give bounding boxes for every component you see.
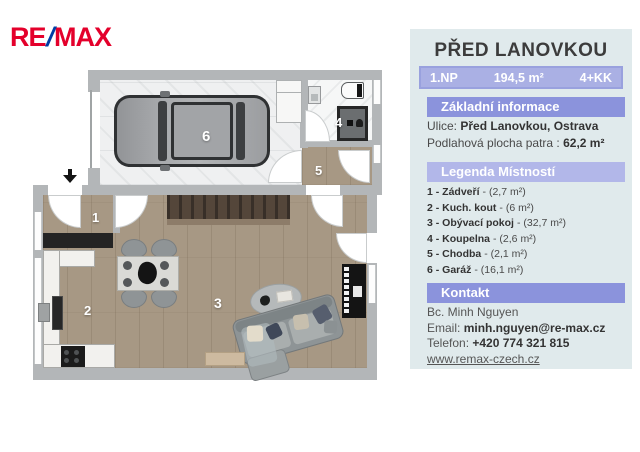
pillow: [247, 325, 264, 342]
legend-item: 5 - Chodba - (2,1 m²): [427, 248, 528, 260]
garage-cabinet-divider: [277, 92, 301, 93]
page-title: PŘED LANOVKOU: [434, 40, 608, 61]
room-legend: [427, 185, 566, 278]
window: [373, 145, 381, 163]
window: [373, 80, 381, 104]
agent-phone-line: [427, 336, 605, 352]
bathroom-sink: [308, 86, 321, 104]
dining-table: [117, 256, 179, 291]
shower-handle: [347, 120, 353, 126]
stove: [61, 346, 85, 367]
sink-basin: [311, 94, 318, 101]
info-panel: [410, 29, 632, 369]
legend-item: 6 - Garáž - (16,1 m²): [427, 263, 524, 276]
toilet-tank: [357, 84, 362, 97]
legend-item: 2 - Kuch. kout - (6 m²): [427, 201, 534, 214]
email-label: Email:: [427, 320, 461, 335]
entry-wardrobe: [43, 233, 113, 248]
stove-burner: [74, 350, 79, 355]
room-label-hallway: 5: [315, 163, 323, 178]
stove-burner: [64, 358, 69, 363]
summary-bar: [419, 66, 623, 89]
car-mirror: [160, 165, 170, 171]
pillow: [293, 313, 310, 330]
car-top-view: [114, 95, 270, 167]
website-link[interactable]: www.remax-czech.cz: [427, 351, 540, 366]
legend-item: 4 - Koupelna - (2,6 m²): [427, 232, 537, 245]
table-centerpiece: [135, 260, 159, 286]
floor-area-value: 62,2 m²: [563, 136, 605, 150]
room-label-living: 3: [214, 295, 222, 311]
section-header-contact: Kontakt: [427, 283, 625, 303]
piano-keys: [344, 267, 349, 315]
plate: [160, 261, 169, 270]
agent-name: Bc. Minh Nguyen: [427, 305, 519, 319]
entrance-arrow-icon: [63, 175, 77, 183]
section-header-legend: Legenda Místností: [427, 162, 625, 182]
plate: [160, 278, 169, 287]
pillow: [324, 320, 338, 334]
room-label-entry: 1: [92, 210, 100, 225]
street-label: Ulice:: [427, 119, 458, 133]
street-value: Před Lanovkou, Ostrava: [460, 119, 599, 133]
stairs: [167, 195, 290, 219]
entrance-opening: [48, 185, 82, 195]
floor-area-label: Podlahová plocha patra :: [427, 136, 560, 150]
contact-block: [427, 305, 605, 367]
wall: [88, 70, 382, 80]
shower-head-icon: [356, 119, 363, 127]
tv-lowboard: [205, 352, 245, 366]
legend-item: 3 - Obývací pokoj - (32,7 m²): [427, 217, 566, 229]
car-mirror: [160, 91, 170, 97]
phone-value: +420 774 321 815: [472, 336, 570, 350]
logo-re: RE: [10, 22, 46, 52]
plate: [123, 261, 132, 270]
section-header-basic-info: Základní informace: [427, 97, 625, 117]
logo-max: MAX: [54, 22, 112, 52]
summary-area: 194,5 m²: [493, 70, 544, 85]
room-label-kitchen: 2: [84, 303, 92, 318]
hall-living-opening: [306, 185, 340, 195]
agent-email-line: [427, 321, 605, 337]
piano-sheet: [353, 286, 362, 297]
window: [368, 265, 376, 303]
room-label-garage: 6: [202, 128, 211, 145]
summary-floor: 1.NP: [430, 70, 458, 85]
floor-area-line: [427, 135, 604, 151]
street-line: [427, 118, 598, 134]
car-rear-window: [236, 102, 245, 160]
plate: [123, 278, 132, 287]
terrace-door-opening: [367, 233, 377, 263]
legend-item: 1 - Zádveří - (2,7 m²): [427, 186, 526, 198]
logo-slash-icon: /: [42, 22, 57, 52]
email-value: minh.nguyen@re-max.cz: [463, 320, 606, 335]
stove-burner: [64, 350, 69, 355]
summary-layout: 4+KK: [579, 70, 612, 85]
stairs-landing: [167, 219, 290, 225]
window: [34, 212, 42, 250]
toilet: [341, 82, 364, 99]
room-label-bathroom: 4: [335, 115, 343, 130]
stove-burner: [74, 358, 79, 363]
kitchen-sink: [38, 303, 50, 322]
garage-cabinet: [276, 80, 302, 123]
piano: [342, 264, 366, 318]
kitchen-oven-column: [52, 296, 63, 330]
car-windshield: [158, 101, 167, 161]
phone-label: Telefon:: [427, 336, 470, 350]
garage-door: [90, 90, 92, 170]
